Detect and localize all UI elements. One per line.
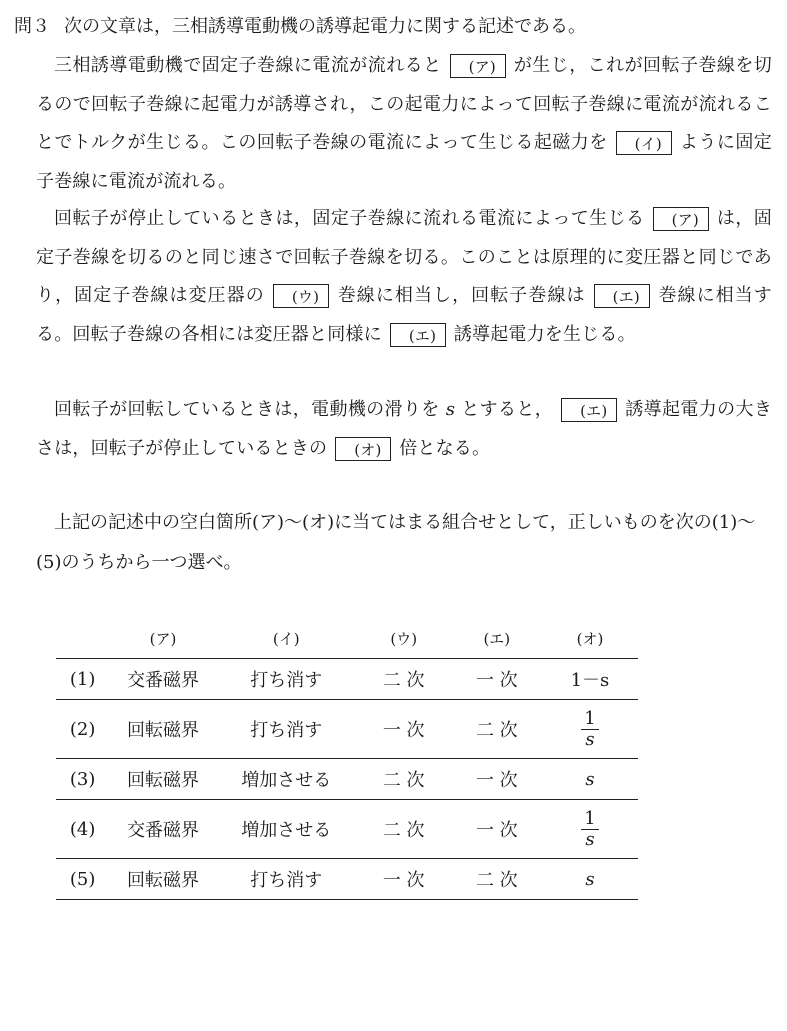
table-row <box>56 659 638 700</box>
cell-a: 回転磁界 <box>109 859 217 900</box>
table-row <box>56 800 638 859</box>
p1-text-3: ように固定子巻線に電流が流れる。 <box>36 132 772 192</box>
cell-u: 一 次 <box>356 859 452 900</box>
cell-o <box>542 700 638 759</box>
paragraph-2 <box>36 200 772 354</box>
cell-u: 一 次 <box>356 700 452 759</box>
p2-text-5: 誘導起電力を生じる。 <box>453 323 636 345</box>
table-row <box>56 859 638 900</box>
p2-text-4: 巻線に相当する。回転子巻線の各相には変圧器と同様に <box>36 285 773 345</box>
cell-o: s <box>542 759 638 800</box>
instruction <box>36 503 772 583</box>
blank-o: (オ) <box>335 437 391 461</box>
cell-e: 一 次 <box>452 800 542 859</box>
fraction <box>581 709 598 750</box>
cell-u: 二 次 <box>356 759 452 800</box>
fraction-numerator: 1 <box>581 709 598 730</box>
header-o: (オ) <box>542 618 638 659</box>
question-title <box>14 14 586 40</box>
cell-e: 一 次 <box>452 759 542 800</box>
cell-a: 回転磁界 <box>109 759 217 800</box>
p2-text-2: は，固定子巻線を切るのと同じ速さで回転子巻線を切る。このことは原理的に変圧器と同じであり，固定子巻線は変圧器の <box>36 208 772 306</box>
cell-a: 交番磁界 <box>109 659 217 700</box>
cell-o: s <box>542 859 638 900</box>
p3-text-1: 回転子が回転しているときは，電動機の滑りを <box>54 399 440 420</box>
cell-a: 交番磁界 <box>109 800 217 859</box>
fraction-denominator: s <box>585 828 595 850</box>
cell-i: 打ち消す <box>217 659 356 700</box>
answer-table <box>56 618 638 900</box>
cell-i: 打ち消す <box>217 859 356 900</box>
cell-o: 1－s <box>542 659 638 700</box>
blank-e: (エ) <box>594 284 650 308</box>
cell-a: 回転磁界 <box>109 700 217 759</box>
header-no <box>56 618 109 659</box>
p3-text-4: 倍となる。 <box>399 437 491 459</box>
table-row <box>56 700 638 759</box>
choice-number: (1) <box>56 659 109 700</box>
cell-i: 増加させる <box>217 759 356 800</box>
choice-number: (2) <box>56 700 109 759</box>
blank-e-3: (エ) <box>561 398 617 422</box>
slip-variable: s <box>445 399 456 420</box>
p3-text-2: とすると， <box>461 399 554 420</box>
blank-a: (ア) <box>450 54 506 78</box>
choice-number: (3) <box>56 759 109 800</box>
blank-e-2: (エ) <box>390 323 446 347</box>
p2-text-3: 巻線に相当し，回転子巻線は <box>336 285 586 306</box>
table-header-row <box>56 618 638 659</box>
header-u: (ウ) <box>356 618 452 659</box>
fraction-numerator: 1 <box>581 809 598 830</box>
p2-text-1: 回転子が停止しているときは，固定子巻線に流れる電流によって生じる <box>54 208 645 229</box>
paragraph-3 <box>36 391 772 468</box>
blank-i: (イ) <box>616 131 672 155</box>
header-a: (ア) <box>109 618 217 659</box>
p1-text-2: が生じ，これが回転子巻線を切るので回転子巻線に起電力が誘導され，この起電力によって回転子巻線に電流が流れることでトルクが生じる。この回転子巻線の電流によって生じる起磁力を <box>36 55 772 153</box>
cell-o <box>542 800 638 859</box>
cell-i: 打ち消す <box>217 700 356 759</box>
paragraph-1 <box>36 47 772 201</box>
cell-e: 一 次 <box>452 659 542 700</box>
question-number: 問３ <box>14 16 50 37</box>
header-i: (イ) <box>217 618 356 659</box>
cell-e: 二 次 <box>452 859 542 900</box>
blank-u: (ウ) <box>273 284 329 308</box>
blank-a-2: (ア) <box>653 207 709 231</box>
p3-text-3: 誘導起電力の大きさは，回転子が停止しているときの <box>36 399 773 459</box>
choice-number: (4) <box>56 800 109 859</box>
fraction-denominator: s <box>585 728 595 750</box>
table-row <box>56 759 638 800</box>
choice-number: (5) <box>56 859 109 900</box>
header-e: (エ) <box>452 618 542 659</box>
question-statement: 次の文章は，三相誘導電動機の誘導起電力に関する記述である。 <box>64 16 586 37</box>
p1-text-1: 三相誘導電動機で固定子巻線に電流が流れると <box>54 55 442 76</box>
cell-i: 増加させる <box>217 800 356 859</box>
fraction <box>581 809 598 850</box>
cell-u: 二 次 <box>356 659 452 700</box>
cell-u: 二 次 <box>356 800 452 859</box>
instruction-text: 上記の記述中の空白箇所(ア)～(オ)に当てはまる組合せとして，正しいものを次の(1)～(5)のうちから一つ選べ。 <box>36 512 756 573</box>
cell-e: 二 次 <box>452 700 542 759</box>
